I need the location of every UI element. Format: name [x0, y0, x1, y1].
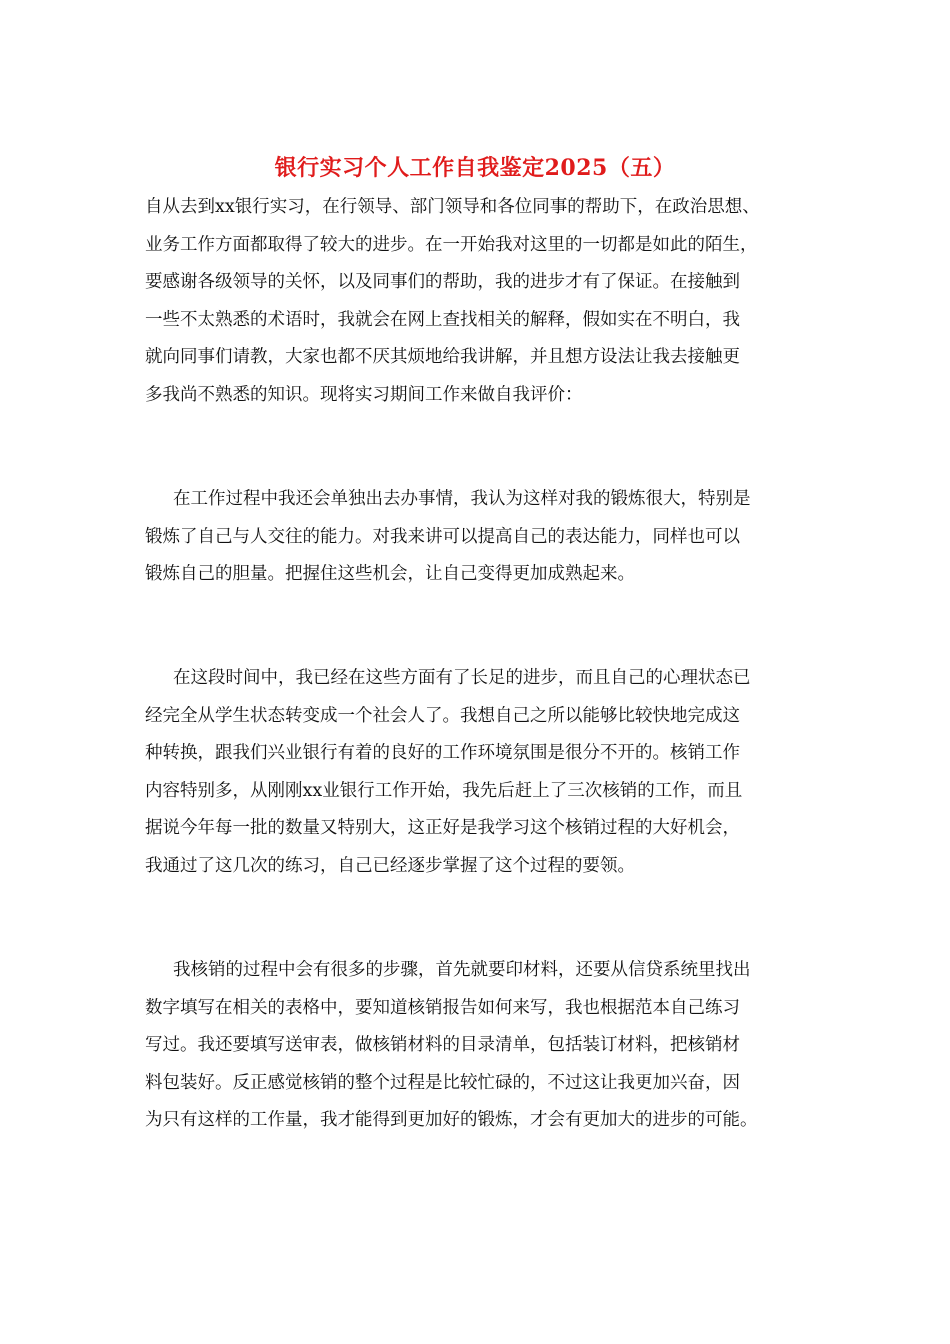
paragraph-line: 经完全从学生状态转变成一个社会人了。我想自己之所以能够比较快地完成这: [145, 705, 740, 726]
paragraph-writeoff-steps: [145, 952, 810, 1140]
paragraph-line: 数字填写在相关的表格中，要知道核销报告如何来写，我也根据范本自己练习: [145, 997, 740, 1018]
paragraph-line: 锻炼自己的胆量。把握住这些机会，让自己变得更加成熟起来。: [145, 564, 635, 585]
document-title: 银行实习个人工作自我鉴定2025（五）: [274, 155, 676, 181]
paragraph-line: 种转换，跟我们兴业银行有着的良好的工作环境氛围是很分不开的。核销工作: [145, 743, 740, 764]
paragraph-line: 一些不太熟悉的术语时，我就会在网上查找相关的解释，假如实在不明白，我: [145, 309, 740, 330]
paragraph-line: 为只有这样的工作量，我才能得到更加好的锻炼，才会有更加大的进步的可能。: [145, 1110, 758, 1131]
paragraph-line: 我通过了这几次的练习，自己已经逐步掌握了这个过程的要领。: [145, 855, 635, 876]
paragraph-line: 内容特别多，从刚刚xx业银行工作开始，我先后赶上了三次核销的工作，而且: [145, 780, 743, 801]
paragraph-line: 在这段时间中，我已经在这些方面有了长足的进步，而且自己的心理状态已: [173, 668, 751, 688]
paragraph-intro: [145, 189, 810, 415]
paragraph-progress: [145, 660, 810, 886]
paragraph-line: 在工作过程中我还会单独出去办事情，我认为这样对我的锻炼很大，特别是: [173, 489, 751, 509]
paragraph-line: 写过。我还要填写送审表，做核销材料的目录清单，包括装订材料，把核销材: [145, 1035, 740, 1056]
paragraph-line: 自从去到xx银行实习，在行领导、部门领导和各位同事的帮助下，在政治思想、: [145, 197, 760, 217]
paragraph-line: 多我尚不熟悉的知识。现将实习期间工作来做自我评价：: [145, 384, 583, 405]
paragraph-line: 就向同事们请教，大家也都不厌其烦地给我讲解，并且想方设法让我去接触更: [145, 347, 740, 368]
paragraph-line: 业务工作方面都取得了较大的进步。在一开始我对这里的一切都是如此的陌生，: [145, 234, 758, 255]
paragraph-line: 料包装好。反正感觉核销的整个过程是比较忙碌的，不过这让我更加兴奋，因: [145, 1072, 740, 1093]
paragraph-line: 要感谢各级领导的关怀，以及同事们的帮助，我的进步才有了保证。在接触到: [145, 272, 740, 293]
paragraph-line: 据说今年每一批的数量又特别大，这正好是我学习这个核销过程的大好机会，: [145, 818, 740, 839]
paragraph-line: 我核销的过程中会有很多的步骤，首先就要印材料，还要从信贷系统里找出: [173, 960, 751, 980]
paragraph-outside-work: [145, 481, 810, 594]
paragraph-line: 锻炼了自己与人交往的能力。对我来讲可以提高自己的表达能力，同样也可以: [145, 526, 740, 547]
